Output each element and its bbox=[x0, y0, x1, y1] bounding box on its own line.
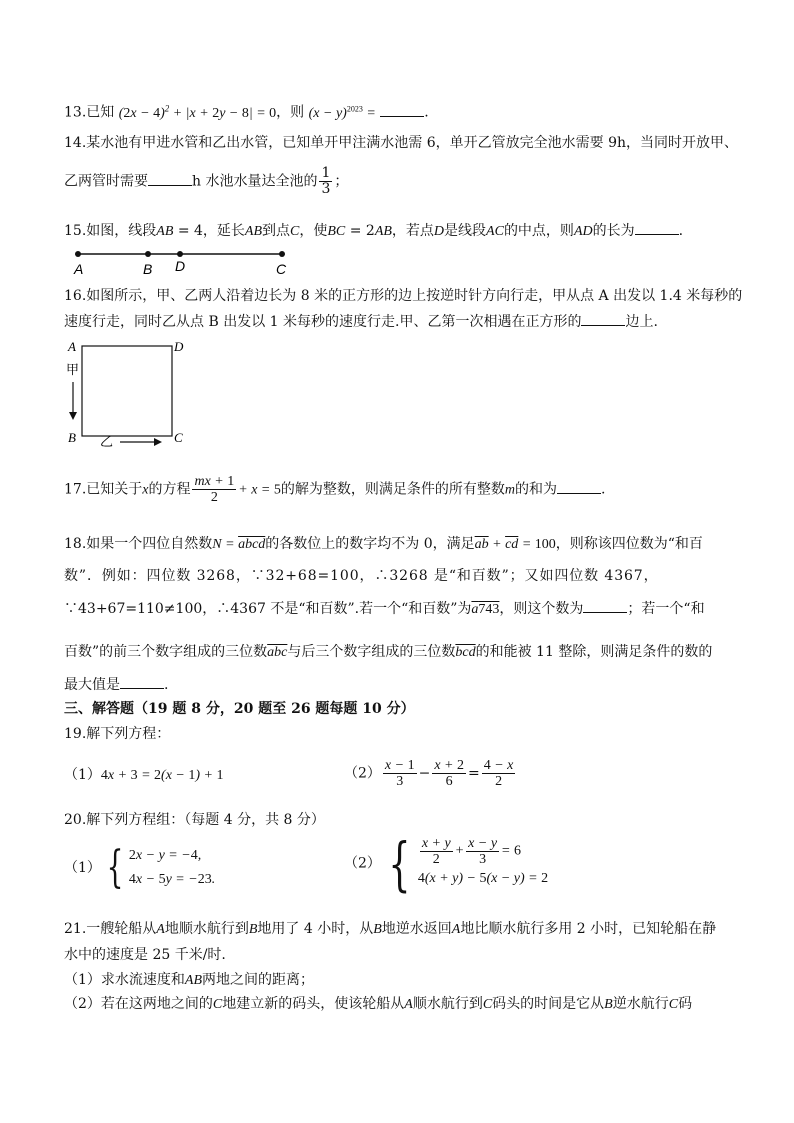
question-18-line1: 18.如果一个四位自然数N = abcd的各数位上的数字均不为 0，满足$\overline{ab} + \overline{cd} = 100$，则称该四位数为“和百 bbox=[64, 536, 703, 552]
question-20-title: 20.解下列方程组：（每题 4 分，共 8 分） bbox=[64, 812, 325, 828]
answer-blank bbox=[581, 313, 625, 326]
point-c bbox=[279, 251, 285, 257]
label-b: B bbox=[143, 261, 153, 277]
question-14-line2: 乙两管时需要 h 水池水量达全池的 $\frac{1}{3}$ ； bbox=[64, 165, 349, 197]
question-13: 13.已知 $(2x - 4)^2 + |x + 2y - 8| = 0$，则 $(x - y)^{2023}$ = . bbox=[64, 103, 429, 121]
question-18-line3: ∵43+67=110≠100，∴4367 不是“和百数”.若一个“和百数”为a743，则这个数为 ；若一个“和 bbox=[64, 601, 705, 617]
answer-blank bbox=[635, 222, 679, 235]
label-c: C bbox=[174, 430, 183, 445]
question-21-line1: 21.一艘轮船从A地顺水航行到B地用了 4 小时，从B地逆水返回A地比顺水航行多用 2 小时，已知轮船在静 bbox=[64, 921, 717, 937]
label-c: C bbox=[276, 261, 287, 277]
question-20-part2: （2） { $\frac{x + y}{2}$ + $\frac{x - y}{3}$ = 6 4(x + y) − 5(x − y) = 2 bbox=[344, 829, 549, 898]
question-19-part1: （1）4x + 3 = 2(x − 1) + 1 bbox=[64, 767, 224, 783]
point-b bbox=[145, 251, 151, 257]
label-a: A bbox=[68, 339, 76, 354]
question-14-line1: 14.某水池有甲进水管和乙出水管，已知单开甲注满水池需 6，单开乙管放完全池水需要 9h，当同时开放甲、 bbox=[64, 135, 738, 151]
label-a: A bbox=[74, 261, 84, 277]
section-3-title: 三、解答题（19 题 8 分，20 题至 26 题每题 10 分） bbox=[64, 701, 415, 717]
point-d bbox=[177, 251, 183, 257]
label-jia: 甲 bbox=[66, 363, 80, 378]
answer-blank bbox=[148, 173, 192, 186]
answer-blank bbox=[120, 676, 164, 689]
question-19-part2: （2） $\frac{x - 1}{3}$ − $\frac{x + 2}{6}$ = $\frac{4 - x}{2}$ bbox=[344, 758, 514, 789]
answer-blank bbox=[583, 600, 627, 613]
question-18-line2: 数”．例如：四位数 3268，∵32+68=100，∴3268 是“和百数”；又如四位数 4367， bbox=[64, 568, 659, 584]
question-16-line2: 速度行走，同时乙从点 B 出发以 1 米每秒的速度行走.甲、乙第一次相遇在正方形的 边上. bbox=[64, 314, 658, 330]
question-19-title: 19.解下列方程： bbox=[64, 726, 171, 742]
answer-blank bbox=[380, 104, 424, 117]
question-17: 17.已知关于x的方程 $\frac{mx + 1}{2}$ + x = 5的解为整数，则满足条件的所有整数m的和为 . bbox=[64, 474, 606, 505]
label-yi: 乙 bbox=[100, 435, 114, 448]
label-d: D bbox=[174, 339, 184, 354]
question-21-line2: 水中的速度是 25 千米/时. bbox=[64, 947, 226, 963]
question-18-line4: 百数”的前三个数字组成的三位数$\overline{abc}$与后三个数字组成的三位数$\overline{bcd}$的和能被 11 整除，则满足条件的数的 bbox=[64, 644, 713, 660]
square-figure bbox=[64, 336, 194, 448]
question-18-line5: 最大值是 . bbox=[64, 677, 169, 693]
fraction-one-third: $\frac{1}{3}$ bbox=[321, 165, 331, 197]
question-21-sub1: （1）求水流速度和AB两地之间的距离； bbox=[64, 972, 315, 988]
answer-blank bbox=[557, 481, 601, 494]
question-15: 15.如图，线段AB = 4，延长AB到点C，使BC = 2AB，若点D是线段AC的中点，则AD的长为 . bbox=[64, 223, 684, 239]
question-20-part1: （1） { 2x − y = −4, 4x − 5y = −23. bbox=[64, 842, 216, 893]
question-21-sub2: （2）若在这两地之间的C地建立新的码头，使该轮船从A顺水航行到C码头的时间是它从B逆水航行C码 bbox=[64, 996, 693, 1012]
label-d: D bbox=[175, 258, 186, 274]
point-a bbox=[75, 251, 81, 257]
line-segment-figure bbox=[64, 246, 304, 278]
question-16-line1: 16.如图所示，甲、乙两人沿着边长为 8 米的正方形的边上按逆时针方向行走，甲从点 A 出发以 1.4 米每秒的 bbox=[64, 288, 743, 304]
label-b: B bbox=[68, 430, 76, 445]
